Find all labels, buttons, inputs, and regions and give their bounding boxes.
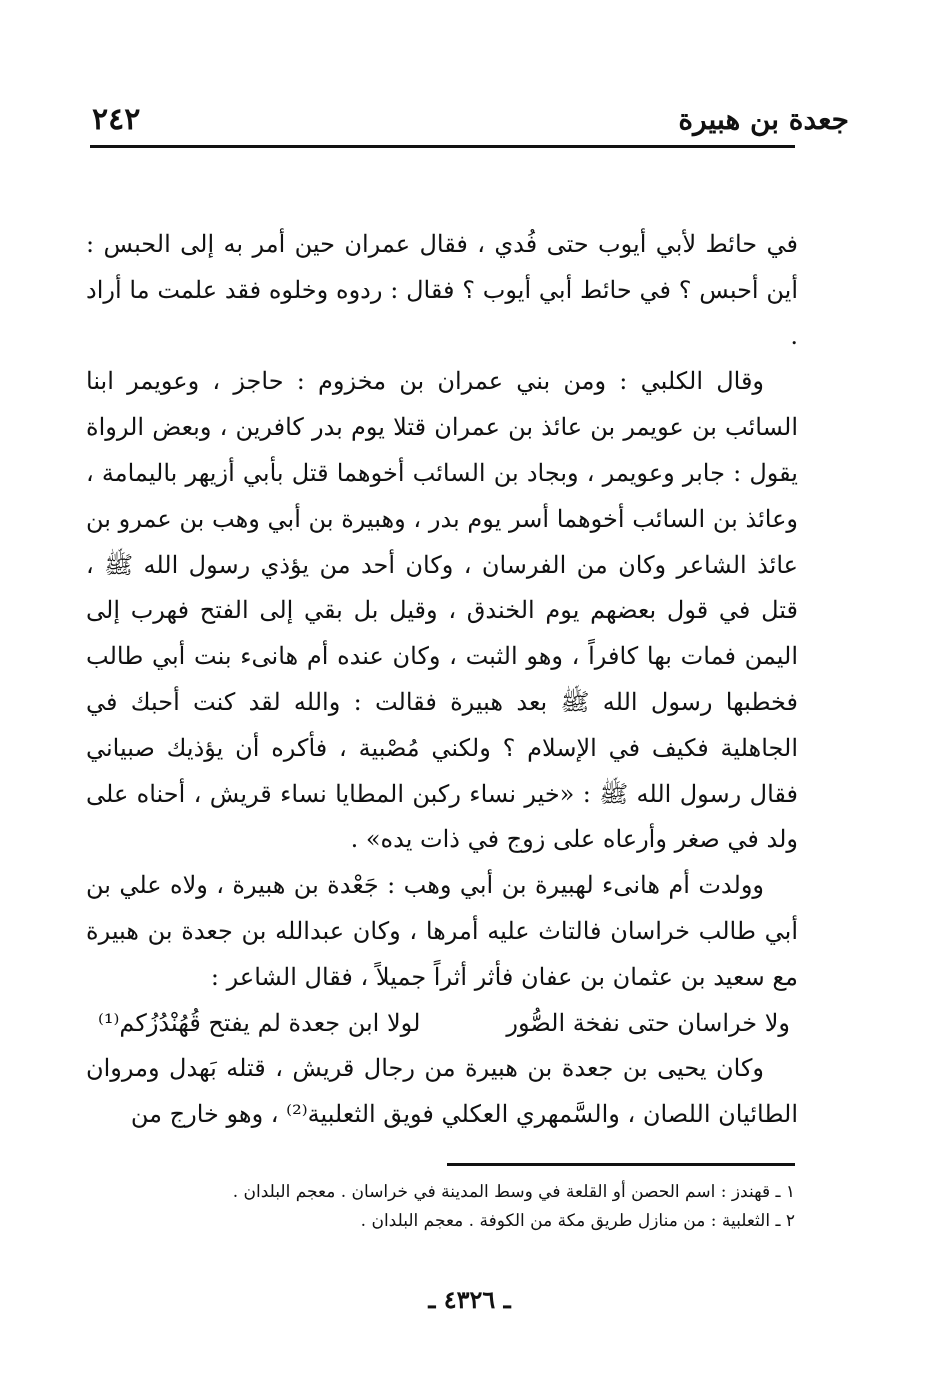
verse-first-hemistich: لولا ابن جعدة لم يفتح قُهُنْدُزُكم⁽¹⁾ — [98, 1008, 421, 1037]
paragraph: وكان يحيى بن جعدة بن هبيرة من رجال قريش ، قتله بَهدل ومروان الطائيان اللصان ، والسَّمهري العكلي فويق الثعلبية⁽²⁾ ، وهو خارج من — [86, 1054, 798, 1129]
footer-page-number: ـ ٤٣٢٦ ـ — [428, 1285, 511, 1314]
footnote: ٢ ـ الثعلبية : من منازل طريق مكة من الكوفة . معجم البلدان . — [360, 1211, 795, 1231]
running-title: جعدة بن هبيرة — [678, 103, 849, 136]
paragraph: وقال الكلبي : ومن بني عمران بن مخزوم : حاجز ، وعويمر ابنا السائب بن عويمر بن عائذ بن عمران قتلا يوم بدر كافرين ، وبعض الرواة يقول : جابر وعويمر ، وبجاد بن السائب أخوهما قتل بأبي أزيهر باليمامة ، وعائذ بن السائب أخوهما أسر يوم بدر ، وهبيرة بن أبي وهب بن عمرو بن عائذ الشاعر وكان من الفرسان ، وكان أحد من يؤذي رسول الله ﷺ ، قتل في قول بعضهم يوم الخندق ، وقيل بل بقي إلى الفتح فهرب إلى اليمن فمات بها كافراً ، وهو الثبت ، وكان عنده أم هانىء بنت أبي طالب فخطبها رسول الله ﷺ بعد هبيرة فقالت : والله لقد كنت أحبك في الجاهلية فكيف في الإسلام ؟ ولكني مُصْبية ، فأكره أن يؤذيك صبياني فقال رسول الله ﷺ : «خير نساء ركبن المطايا نساء قريش ، أحناه على ولد في صغر وأرعاه على زوج في ذات يده» . — [86, 367, 798, 854]
header-divider — [90, 145, 795, 148]
verse-second-hemistich: ولا خراسان حتى نفخة الصُّور — [506, 1008, 790, 1037]
footnotes — [90, 1178, 795, 1236]
footnote: ١ ـ قهندز : اسم الحصن أو القلعة في وسط المدينة في خراسان . معجم البلدان . — [232, 1182, 795, 1202]
header-page-number: ٢٤٢ — [92, 102, 141, 137]
paragraph: وولدت أم هانىء لهبيرة بن أبي وهب : جَعْدة بن هبيرة ، ولاه علي بن أبي طالب خراسان فالتاث عليه أمرها ، وكان عبدالله بن جعدة بن هبيرة مع سعيد بن عثمان بن عفان فأثر أثراً جميلاً ، فقال الشاعر : — [86, 871, 798, 991]
paragraph: في حائط لأبي أيوب حتى فُدي ، فقال عمران حين أمر به إلى الحبس : أين أحبس ؟ في حائط أبي أيوب ؟ فقال : ردوه وخلوه فقد علمت ما أراد . — [86, 230, 798, 350]
poem-verse — [86, 1001, 798, 1047]
footnote-divider — [447, 1163, 795, 1166]
main-text — [86, 222, 798, 1138]
